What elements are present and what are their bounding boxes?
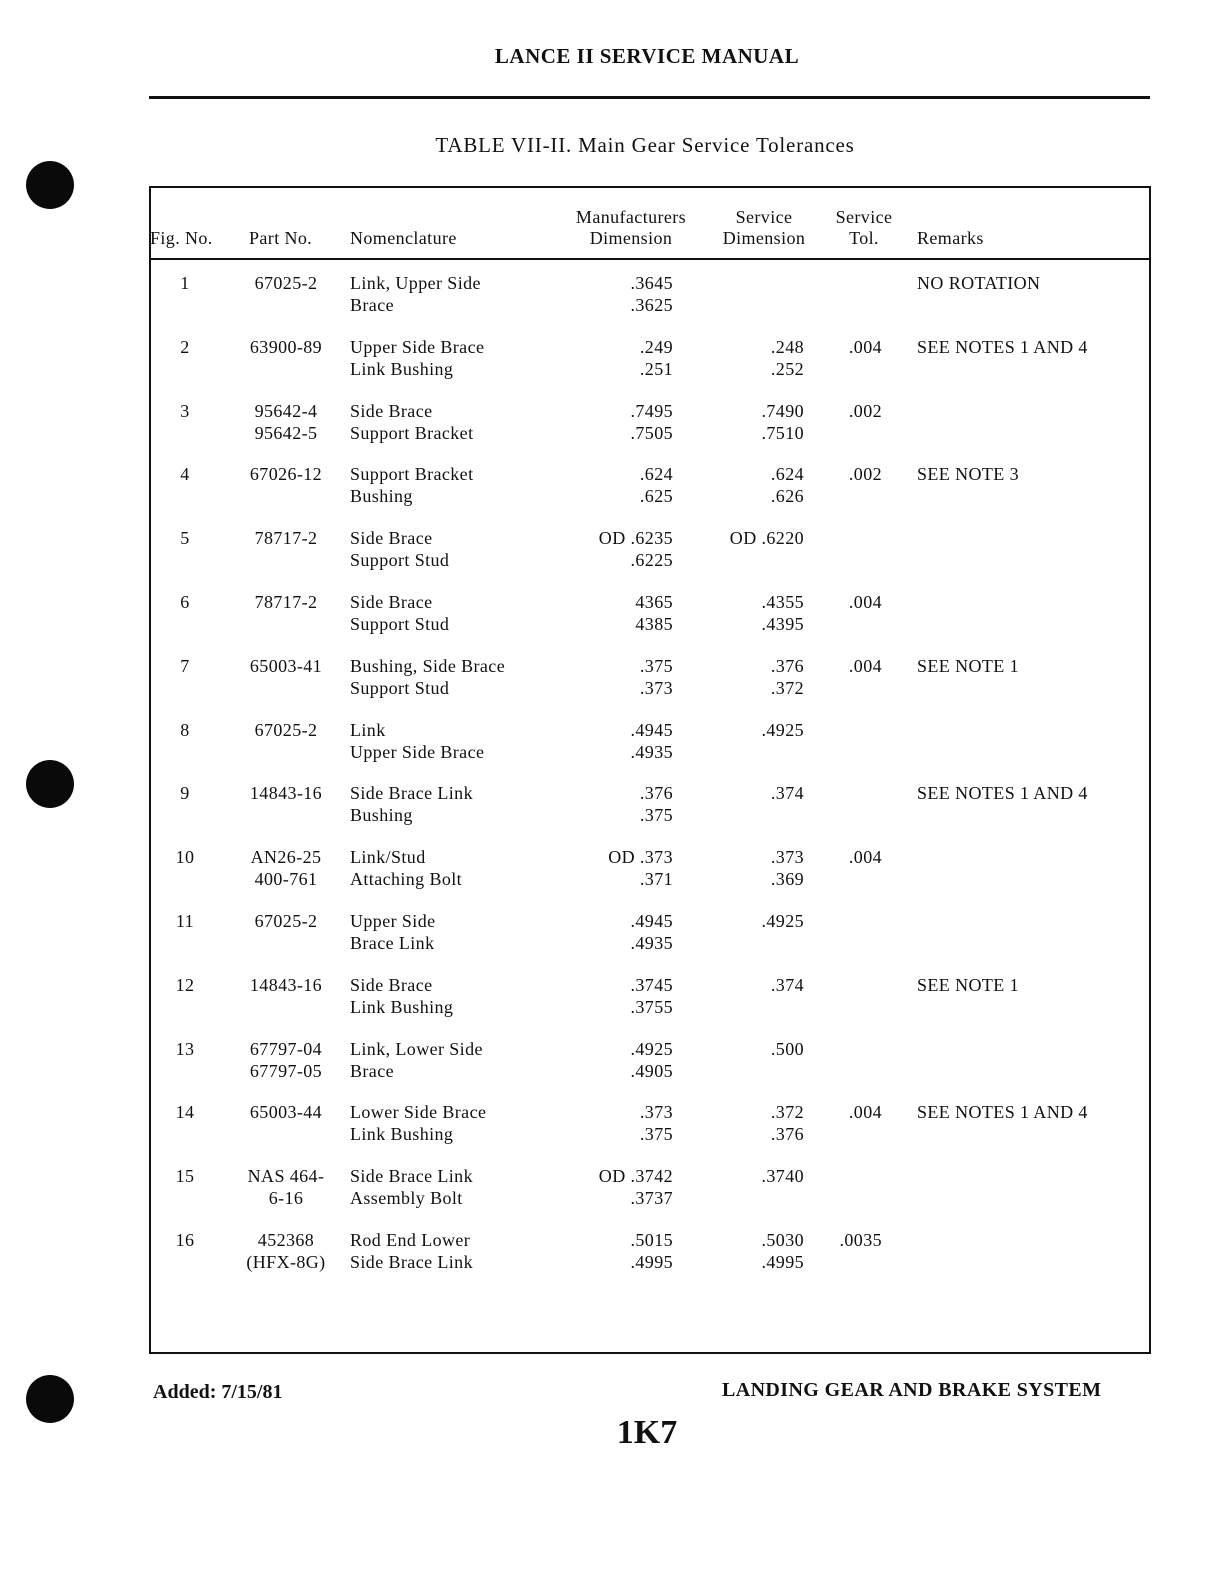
cell-fig-no: 15 — [175, 1166, 195, 1186]
cell-fig-no: 12 — [175, 975, 195, 995]
cell-fig-no: 1 — [180, 273, 190, 293]
cell-nomenclature: Link Upper Side Brace — [350, 720, 485, 762]
cell-service-dimension: .373 .369 — [770, 847, 804, 889]
cell-manufacturers-dimension: .3645 .3625 — [630, 273, 673, 315]
cell-remarks: SEE NOTES 1 AND 4 — [917, 783, 1088, 803]
cell-nomenclature: Side Brace Link Bushing — [350, 783, 473, 825]
cell-part-no: 67026-12 — [249, 464, 323, 484]
cell-part-no: 67025-2 — [254, 273, 318, 293]
cell-nomenclature: Link, Lower Side Brace — [350, 1039, 483, 1081]
cell-fig-no: 3 — [180, 401, 190, 421]
footer-added-date: Added: 7/15/81 — [153, 1381, 283, 1403]
cell-service-dimension: .374 — [770, 783, 804, 803]
cell-service-tolerance: .004 — [848, 592, 882, 612]
cell-manufacturers-dimension: .3745 .3755 — [630, 975, 673, 1017]
cell-manufacturers-dimension: .624 .625 — [639, 464, 673, 506]
cell-fig-no: 2 — [180, 337, 190, 357]
cell-service-tolerance: .004 — [848, 656, 882, 676]
cell-nomenclature: Upper Side Brace Link — [350, 911, 436, 953]
cell-manufacturers-dimension: .4945 .4935 — [630, 911, 673, 953]
cell-service-dimension: .500 — [770, 1039, 804, 1059]
cell-service-tolerance: .002 — [848, 464, 882, 484]
cell-nomenclature: Side Brace Link Bushing — [350, 975, 454, 1017]
cell-fig-no: 8 — [180, 720, 190, 740]
cell-part-no: 67797-04 67797-05 — [249, 1039, 323, 1081]
column-header-service-tolerance: Service Tol. — [835, 207, 893, 248]
cell-nomenclature: Bushing, Side Brace Support Stud — [350, 656, 506, 698]
column-header-manufacturers-dimension: Manufacturers Dimension — [575, 207, 687, 248]
column-header-nomenclature: Nomenclature — [350, 228, 457, 248]
cell-service-dimension: .7490 .7510 — [761, 401, 804, 443]
cell-fig-no: 16 — [175, 1230, 195, 1250]
cell-remarks: SEE NOTE 3 — [917, 464, 1019, 484]
cell-service-dimension: .5030 .4995 — [761, 1230, 804, 1272]
cell-part-no: 63900-89 — [249, 337, 323, 357]
cell-fig-no: 11 — [175, 911, 195, 931]
cell-part-no: 67025-2 — [254, 911, 318, 931]
cell-manufacturers-dimension: .373 .375 — [639, 1102, 673, 1144]
table-caption: TABLE VII-II. Main Gear Service Tolerances — [435, 133, 855, 157]
cell-part-no: 67025-2 — [254, 720, 318, 740]
cell-service-dimension: .4925 — [761, 720, 804, 740]
cell-remarks: SEE NOTE 1 — [917, 975, 1019, 995]
cell-part-no: 452368 (HFX-8G) — [246, 1230, 326, 1272]
cell-manufacturers-dimension: .4945 .4935 — [630, 720, 673, 762]
cell-part-no: 65003-44 — [249, 1102, 323, 1122]
cell-manufacturers-dimension: .4925 .4905 — [630, 1039, 673, 1081]
cell-part-no: 14843-16 — [249, 783, 323, 803]
cell-nomenclature: Upper Side Brace Link Bushing — [350, 337, 485, 379]
cell-fig-no: 13 — [175, 1039, 195, 1059]
cell-service-dimension: .372 .376 — [770, 1102, 804, 1144]
cell-service-dimension: .376 .372 — [770, 656, 804, 698]
column-header-remarks: Remarks — [917, 228, 984, 248]
cell-service-dimension: .4355 .4395 — [761, 592, 804, 634]
cell-part-no: AN26-25 400-761 — [250, 847, 322, 889]
cell-fig-no: 7 — [180, 656, 190, 676]
cell-manufacturers-dimension: 4365 4385 — [635, 592, 673, 634]
footer-section-title: LANDING GEAR AND BRAKE SYSTEM — [722, 1379, 1102, 1401]
cell-manufacturers-dimension: .5015 .4995 — [630, 1230, 673, 1272]
cell-part-no: 95642-4 95642-5 — [254, 401, 318, 443]
cell-service-dimension: OD .6220 — [729, 528, 804, 548]
cell-nomenclature: Lower Side Brace Link Bushing — [350, 1102, 487, 1144]
cell-nomenclature: Rod End Lower Side Brace Link — [350, 1230, 473, 1272]
cell-manufacturers-dimension: .376 .375 — [639, 783, 673, 825]
cell-service-dimension: .3740 — [761, 1166, 804, 1186]
cell-nomenclature: Link/Stud Attaching Bolt — [350, 847, 463, 889]
cell-fig-no: 6 — [180, 592, 190, 612]
punch-hole-middle — [26, 760, 74, 808]
cell-part-no: 78717-2 — [254, 528, 318, 548]
cell-manufacturers-dimension: .375 .373 — [639, 656, 673, 698]
cell-fig-no: 5 — [180, 528, 190, 548]
cell-part-no: 65003-41 — [249, 656, 323, 676]
cell-part-no: NAS 464- 6-16 — [247, 1166, 325, 1208]
cell-service-dimension: .374 — [770, 975, 804, 995]
table-header-divider — [149, 258, 1151, 260]
punch-hole-top — [26, 161, 74, 209]
cell-service-tolerance: .002 — [848, 401, 882, 421]
cell-service-tolerance: .0035 — [839, 1230, 882, 1250]
cell-fig-no: 14 — [175, 1102, 195, 1122]
cell-nomenclature: Side Brace Support Stud — [350, 528, 450, 570]
cell-nomenclature: Link, Upper Side Brace — [350, 273, 481, 315]
cell-service-dimension: .248 .252 — [770, 337, 804, 379]
cell-service-dimension: .624 .626 — [770, 464, 804, 506]
cell-service-tolerance: .004 — [848, 1102, 882, 1122]
cell-remarks: SEE NOTES 1 AND 4 — [917, 337, 1088, 357]
page-number: 1K7 — [616, 1414, 678, 1451]
cell-part-no: 14843-16 — [249, 975, 323, 995]
cell-nomenclature: Side Brace Support Stud — [350, 592, 450, 634]
page-header-title: LANCE II SERVICE MANUAL — [494, 44, 800, 68]
cell-remarks: SEE NOTE 1 — [917, 656, 1019, 676]
column-header-service-dimension: Service Dimension — [722, 207, 806, 248]
header-divider — [149, 96, 1150, 99]
cell-manufacturers-dimension: .249 .251 — [639, 337, 673, 379]
cell-fig-no: 4 — [180, 464, 190, 484]
cell-nomenclature: Support Bracket Bushing — [350, 464, 474, 506]
column-header-fig-no: Fig. No. — [150, 228, 213, 248]
cell-manufacturers-dimension: OD .3742 .3737 — [598, 1166, 673, 1208]
cell-remarks: NO ROTATION — [917, 273, 1041, 293]
cell-manufacturers-dimension: OD .6235 .6225 — [598, 528, 673, 570]
column-header-part-no: Part No. — [249, 228, 313, 248]
cell-remarks: SEE NOTES 1 AND 4 — [917, 1102, 1088, 1122]
cell-service-tolerance: .004 — [848, 337, 882, 357]
cell-manufacturers-dimension: .7495 .7505 — [630, 401, 673, 443]
cell-service-tolerance: .004 — [848, 847, 882, 867]
cell-service-dimension: .4925 — [761, 911, 804, 931]
cell-part-no: 78717-2 — [254, 592, 318, 612]
cell-fig-no: 10 — [175, 847, 195, 867]
cell-nomenclature: Side Brace Support Bracket — [350, 401, 474, 443]
cell-fig-no: 9 — [180, 783, 190, 803]
cell-nomenclature: Side Brace Link Assembly Bolt — [350, 1166, 473, 1208]
cell-manufacturers-dimension: OD .373 .371 — [608, 847, 673, 889]
